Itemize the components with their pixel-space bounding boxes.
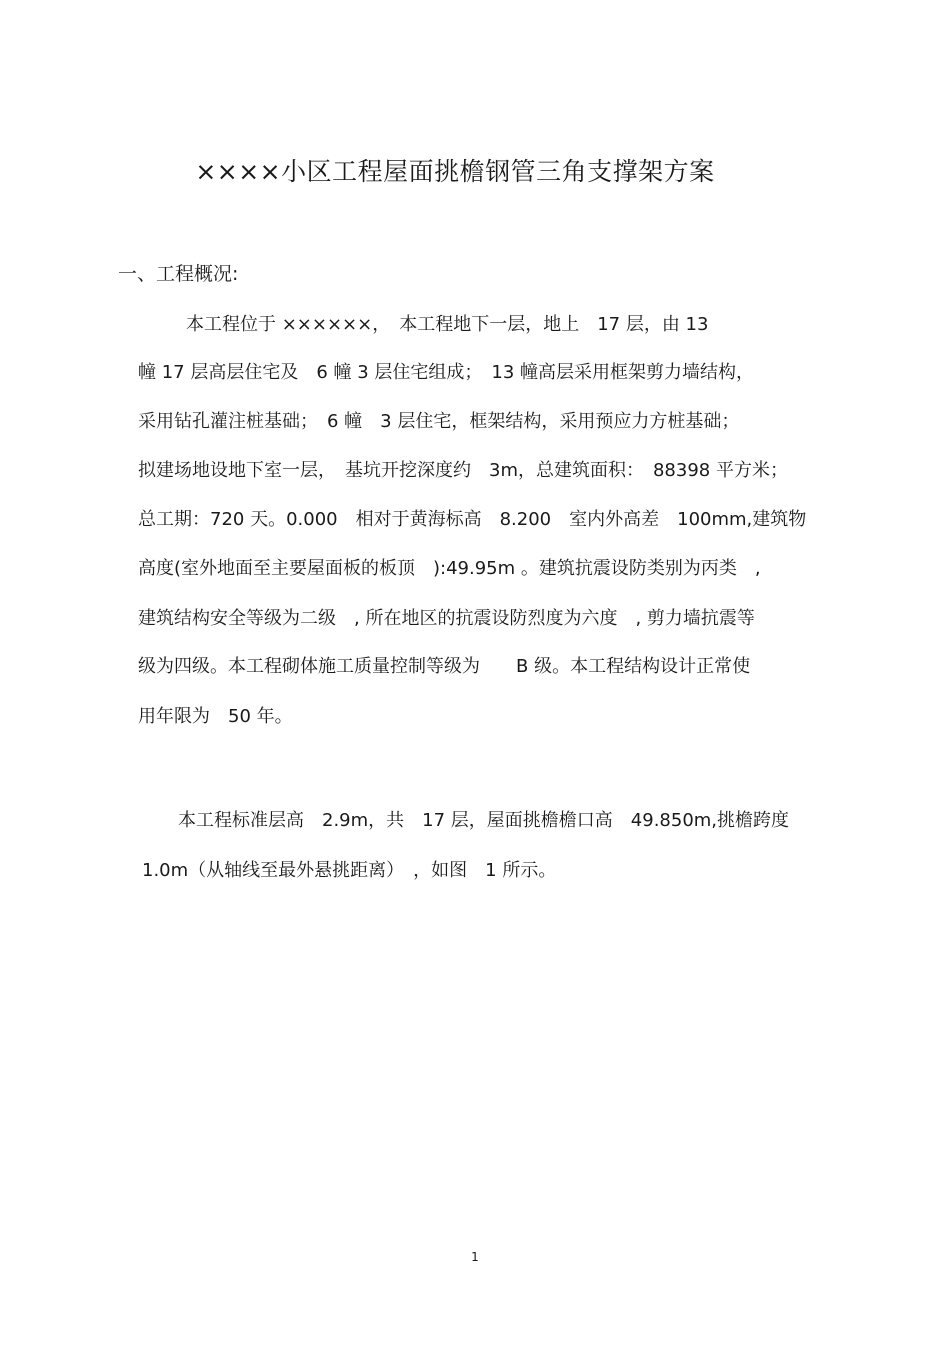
floor-height-paragraph [138, 806, 868, 896]
section-heading: 一、工程概况: [118, 263, 239, 285]
paragraph-line: 1.0m（从轴线至最外悬挑距离） ，如图 1 所示。 [142, 860, 557, 881]
paragraph-line: 采用钻孔灌注桩基础； 6 幢 3 层住宅，框架结构，采用预应力方桩基础； [138, 411, 740, 432]
paragraph-line: 幢 17 层高层住宅及 6 幢 3 层住宅组成； 13 幢高层采用框架剪力墙结构， [138, 362, 755, 383]
paragraph-line: 用年限为 50 年。 [138, 706, 293, 727]
page-number: 1 [471, 1250, 479, 1264]
paragraph-line: 总工期：720 天。0.000 相对于黄海标高 8.200 室内外高差 100mm,建筑物 [138, 509, 807, 530]
paragraph-line: 高度(室外地面至主要屋面板的板顶 ):49.95m 。建筑抗震设防类别为丙类 , [138, 558, 761, 579]
paragraph-line: 级为四级。本工程砌体施工质量控制等级为 B 级。本工程结构设计正常使 [138, 656, 751, 677]
paragraph-line: 建筑结构安全等级为二级 , 所在地区的抗震设防烈度为六度 , 剪力墙抗震等 [138, 608, 755, 629]
overview-paragraph-continued [138, 604, 868, 744]
paragraph-line: 本工程位于 ××××××， 本工程地下一层，地上 17 层，由 13 [168, 314, 709, 335]
paragraph-line: 拟建场地设地下室一层， 基坑开挖深度约 3m，总建筑面积： 88398 平方米； [138, 460, 788, 481]
paragraph-line: 本工程标准层高 2.9m，共 17 层，屋面挑檐檐口高 49.850m,挑檐跨度 [160, 810, 790, 831]
overview-paragraph [138, 310, 868, 590]
document-title: ××××小区工程屋面挑檐钢管三角支撑架方案 [195, 157, 715, 186]
